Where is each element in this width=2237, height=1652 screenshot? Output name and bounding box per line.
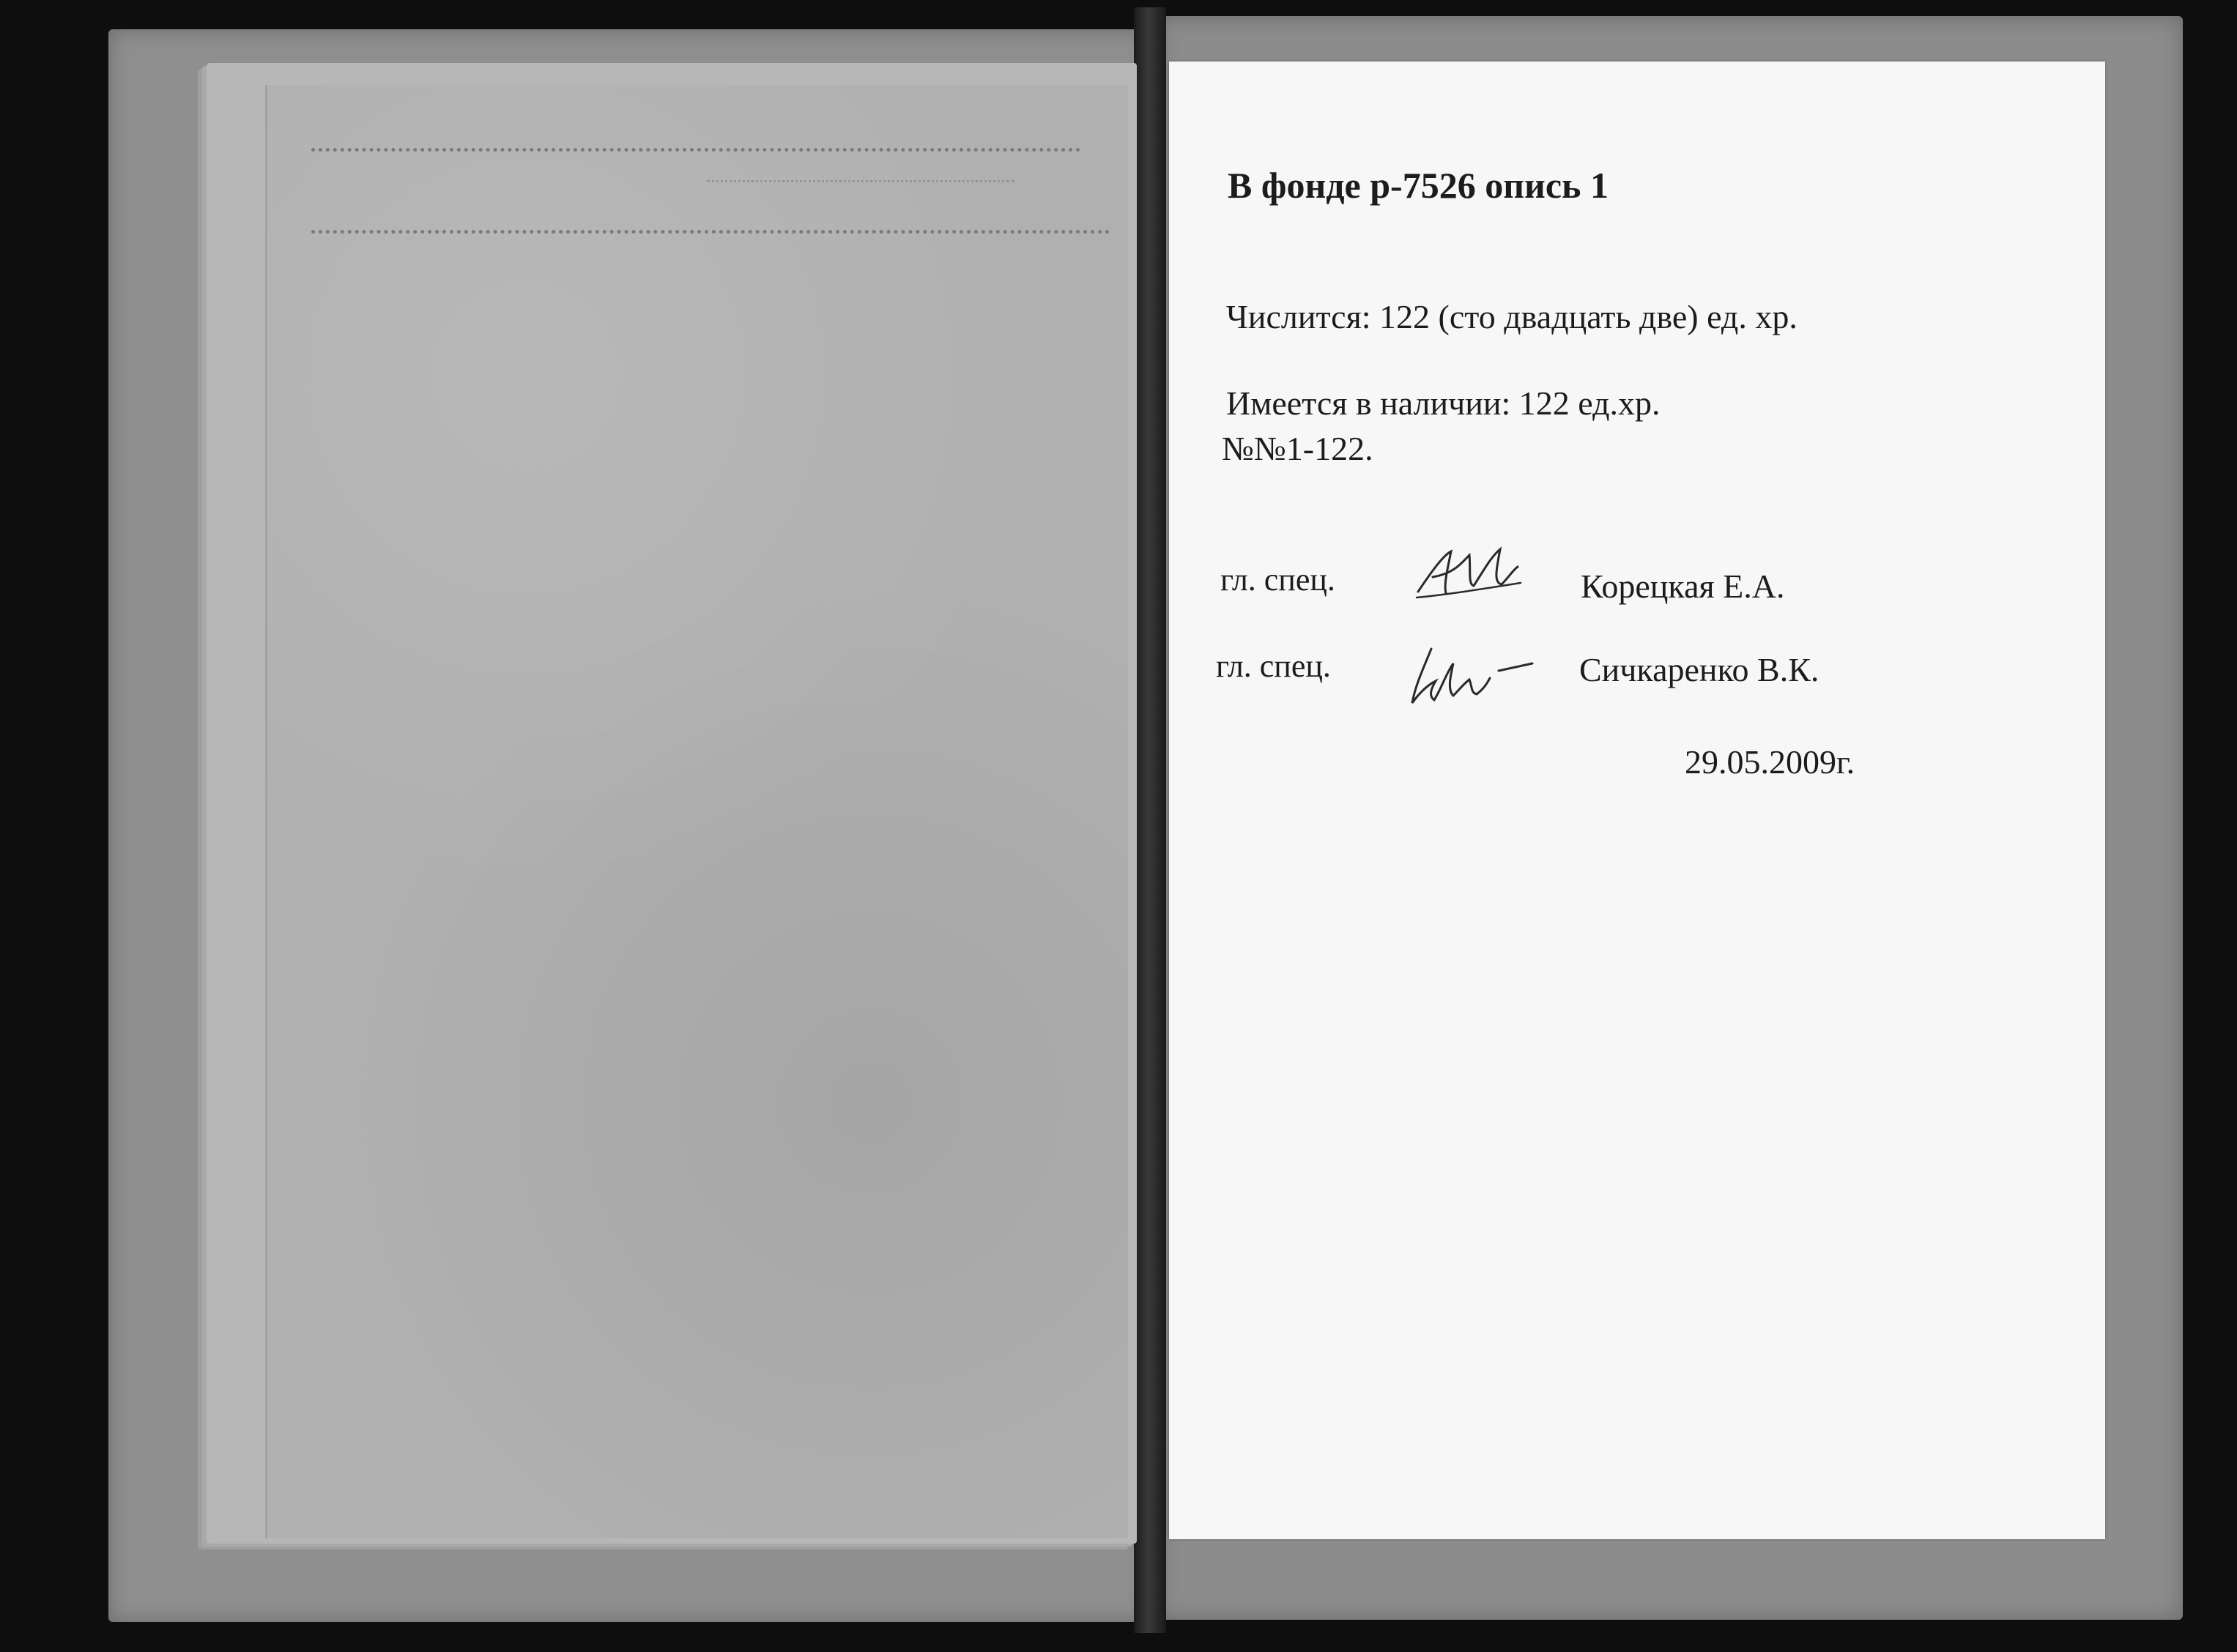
item-numbers: №№1-122. <box>1222 430 1373 467</box>
dotted-rule <box>311 148 1080 152</box>
certification-sheet <box>1169 62 2105 1539</box>
date: 29.05.2009г. <box>1685 743 1855 781</box>
listed-count: Числится: 122 (сто двадцать две) ед. хр. <box>1226 298 1798 335</box>
signatory-name: Сичкаренко В.К. <box>1579 651 1819 688</box>
handwritten-signature <box>1402 641 1548 707</box>
dotted-rule <box>311 230 1110 234</box>
fond-heading: В фонде р-7526 опись 1 <box>1228 165 1609 206</box>
available-count: Имеется в наличии: 122 ед.хр. <box>1226 384 1661 422</box>
handwritten-signature <box>1411 540 1528 606</box>
blank-left-page <box>265 85 1128 1538</box>
dotted-rule <box>707 180 1014 182</box>
signatory-role: гл. спец. <box>1220 562 1335 598</box>
signatory-name: Корецкая Е.А. <box>1581 568 1785 605</box>
signatory-role: гл. спец. <box>1216 648 1331 684</box>
book-spine <box>1134 7 1166 1633</box>
